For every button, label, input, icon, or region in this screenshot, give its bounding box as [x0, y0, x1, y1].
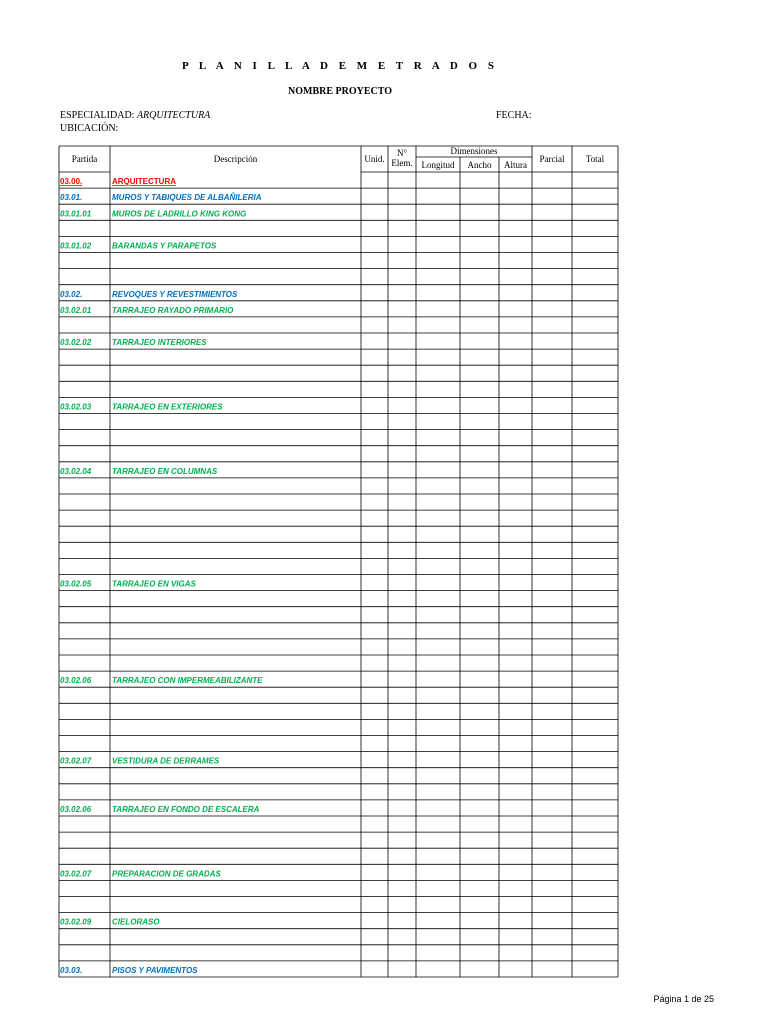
row-partida-code: 03.02.03: [60, 402, 92, 412]
row-partida-code: 03.02.: [60, 289, 83, 299]
row-partida-code: 03.02.06: [60, 676, 92, 686]
row-partida-code: 03.02.07: [60, 869, 92, 879]
row-description: BARANDAS Y PARAPETOS: [112, 241, 217, 251]
row-partida-code: 03.02.05: [60, 579, 92, 589]
row-partida-code: 03.01.: [60, 193, 83, 203]
row-description: CIELORASO: [112, 917, 160, 927]
row-description: TARRAJEO CON IMPERMEABILIZANTE: [112, 676, 263, 686]
header-total: Total: [585, 154, 605, 164]
row-partida-code: 03.01.02: [60, 241, 92, 251]
header-parcial: Parcial: [539, 154, 565, 164]
row-description: REVOQUES Y REVESTIMIENTOS: [112, 289, 238, 299]
row-description: TARRAJEO EN FONDO DE ESCALERA: [112, 805, 260, 814]
project-name: NOMBRE PROYECTO: [288, 86, 392, 97]
header-unid: Unid.: [364, 154, 385, 164]
row-partida-code: 03.02.04: [60, 466, 92, 476]
header-altura: Altura: [504, 160, 527, 170]
row-description: TARRAJEO EN COLUMNAS: [112, 466, 218, 476]
date-label: FECHA:: [496, 110, 532, 121]
row-description: TARRAJEO RAYADO PRIMARIO: [112, 305, 234, 315]
row-description: TARRAJEO EN VIGAS: [112, 579, 196, 589]
header-elem: Elem.: [391, 158, 413, 168]
row-partida-code: 03.02.02: [60, 338, 92, 348]
row-description: TARRAJEO INTERIORES: [112, 338, 207, 348]
row-description: VESTIDURA DE DERRAMES: [112, 756, 220, 766]
row-partida-code: 03.03.: [60, 966, 83, 975]
row-description: TARRAJEO EN EXTERIORES: [112, 402, 223, 412]
row-description: PREPARACION DE GRADAS: [112, 869, 221, 879]
location-label: UBICACIÓN:: [60, 123, 119, 134]
page-number: Página 1 de 25: [653, 994, 714, 1004]
row-partida-code: 03.02.09: [60, 917, 92, 927]
row-partida-code: 03.02.01: [60, 305, 92, 315]
row-description: MUROS Y TABIQUES DE ALBAÑILERIA: [112, 193, 262, 203]
specialty-value: ARQUITECTURA: [136, 110, 211, 121]
row-description: ARQUITECTURA: [112, 177, 176, 187]
header-num: N°: [396, 148, 408, 158]
row-description: PISOS Y PAVIMENTOS: [112, 966, 198, 975]
row-partida-code: 03.00.: [60, 177, 83, 187]
row-description: MUROS DE LADRILLO KING KONG: [112, 209, 247, 219]
row-partida-code: 03.02.06: [60, 805, 92, 814]
header-longitud: Longitud: [421, 160, 455, 170]
header-dimensiones: Dimensiones: [450, 146, 498, 156]
row-partida-code: 03.02.07: [60, 756, 92, 766]
header-partida: Partida: [71, 154, 98, 164]
header-descripcion: Descripción: [213, 154, 258, 164]
specialty-label: ESPECIALIDAD:: [60, 110, 135, 121]
row-partida-code: 03.01.01: [60, 209, 92, 219]
document-title: P L A N I L L A D E M E T R A D O S: [182, 60, 498, 72]
header-ancho: Ancho: [467, 160, 492, 170]
